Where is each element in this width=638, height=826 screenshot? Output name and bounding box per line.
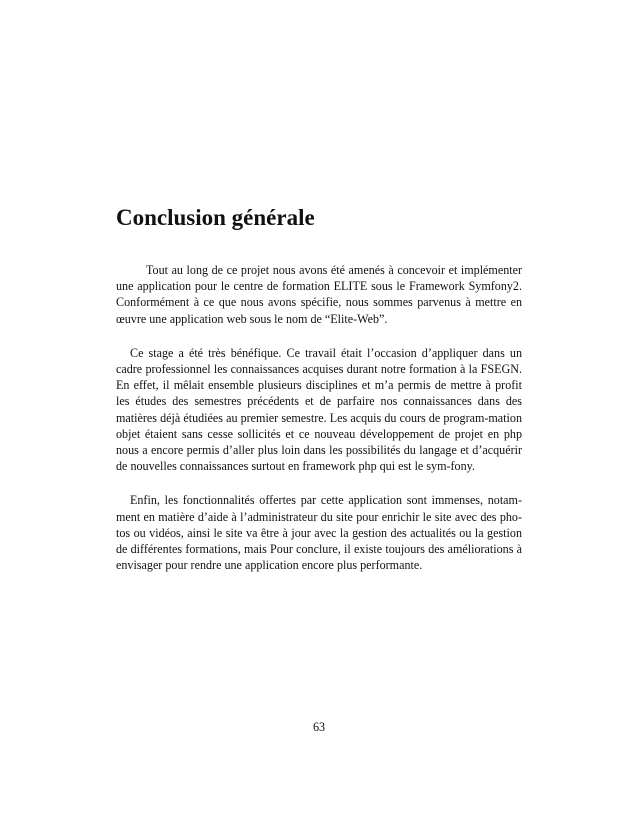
paragraph-text: Tout au long de ce projet nous avons été amenés à concevoir et implémenter une application pour le centre de formation ELITE sous le Framework Symfony2. Conformément à ce que nous avons spécifie, nous sommes parvenus à mettre en œuvre une application web sous le nom de “Elite-Web”. — [116, 263, 522, 326]
paragraph-intro — [116, 262, 522, 327]
paragraph-conclusion — [116, 492, 522, 573]
paragraph-text: Ce stage a été très bénéfique. Ce travail était l’occasion d’appliquer dans un cadre professionnel les connaissances acquises durant notre formation à la FSEGN. En effet, il mêlait ensemble plusieurs disciplines et m’a permis de mettre à profit les études des semestres précédents et de parfaire nos connaissances dans des matières déjà étudiées au premier semestre. Les acquis du cours de program-mation objet étaient sans cesse sollicités et ce nouveau développement de projet en php nous a encore permis d’aller plus loin dans les possibilités du langage et d’acquérir de nouvelles connaissances surtout en framework php qui est le sym-fony. — [116, 345, 522, 474]
body-text — [116, 262, 522, 591]
paragraph-text: Enfin, les fonctionnalités offertes par cette application sont immenses, notam-ment en matière d’aide à l’administrateur du site pour enrichir le site avec des pho-tos ou vidéos, ainsi le site va être à jour avec la gestion des actualités ou la gestion de différentes formations, mais Pour conclure, il existe toujours des améliorations à envisager pour rendre une application encore plus performante. — [116, 493, 522, 573]
paragraph-stage — [116, 345, 522, 475]
page-number: 63 — [312, 720, 326, 734]
chapter-title: Conclusion générale — [116, 205, 315, 230]
